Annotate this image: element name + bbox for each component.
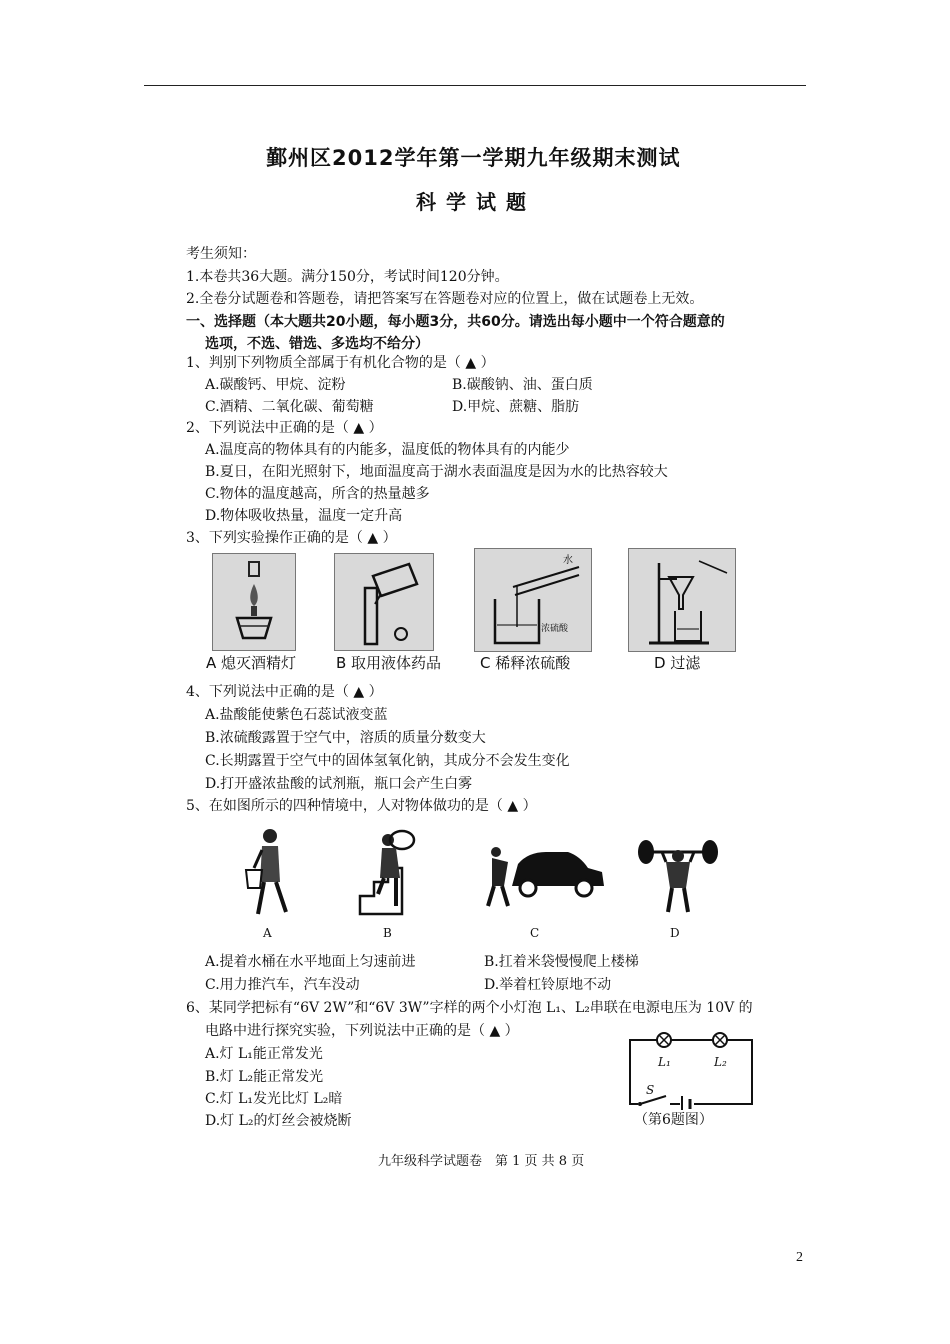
notice-item-2: 2.全卷分试题卷和答题卷，请把答案写在答题卷对应的位置上，做在试题卷上无效。 [186,291,704,307]
figure-dilute-acid [474,548,592,652]
q4-option-b: B.浓硫酸露置于空气中，溶质的质量分数变大 [205,730,486,746]
q6-option-c: C.灯 L₁发光比灯 L₂暗 [205,1091,343,1107]
q6-stem-line1: 6、某同学把标有“6V 2W”和“6V 3W”字样的两个小灯泡 L₁、L₂串联在电源电压为 10V 的 [186,1000,753,1016]
page-footer: 九年级科学试题卷 第 1 页 共 8 页 [378,1154,585,1169]
q5-option-a: A.提着水桶在水平地面上匀速前进 [205,954,416,970]
top-rule [144,85,806,86]
q5-option-c: C.用力推汽车，汽车没动 [205,977,360,993]
q5-fig-label-d: D [670,926,680,940]
q5-stem: 5、在如图所示的四种情境中，人对物体做功的是（ ▲ ） [186,798,537,814]
label-l1: L₁ [658,1055,671,1069]
q2-option-c: C.物体的温度越高，所含的热量越多 [205,486,430,502]
q1-option-a: A.碳酸钙、甲烷、淀粉 [205,377,346,393]
section-heading-cont: 选项，不选、错选、多选均不给分） [205,336,429,352]
q1-option-c: C.酒精、二氧化碳、葡萄糖 [205,399,374,415]
q5-option-b: B.扛着米袋慢慢爬上楼梯 [484,954,639,970]
q5-fig-label-c: C [530,926,540,940]
q3-caption-b: B 取用液体药品 [336,654,442,672]
figure-filtration [628,548,736,652]
q2-stem: 2、下列说法中正确的是（ ▲ ） [186,420,383,436]
figure-carry-bucket [244,826,294,922]
notice-item-1: 1.本卷共36大题。满分150分，考试时间120分钟。 [186,269,509,285]
q6-stem-line2: 电路中进行探究实验，下列说法中正确的是（ ▲ ） [205,1023,519,1039]
circuit-caption: （第6题图） [634,1112,713,1128]
q6-option-b: B.灯 L₂能正常发光 [205,1069,324,1085]
q6-option-a: A.灯 L₁能正常发光 [205,1046,323,1062]
q3-caption-d: D 过滤 [654,654,701,672]
notice-heading: 考生须知： [186,246,256,262]
q4-stem: 4、下列说法中正确的是（ ▲ ） [186,684,383,700]
q3-caption-a: A 熄灭酒精灯 [206,654,297,672]
label-l2: L₂ [714,1055,727,1069]
q3-caption-c: C 稀释浓硫酸 [480,654,571,672]
q4-option-d: D.打开盛浓盐酸的试剂瓶，瓶口会产生白雾 [205,776,473,792]
figure-push-car [484,842,606,910]
figure-liquid-pouring [334,553,434,651]
q1-stem: 1、判别下列物质全部属于有机化合物的是（ ▲ ） [186,355,495,371]
q5-fig-label-b: B [383,926,392,940]
figure-lift-barbell [636,834,720,914]
q2-option-d: D.物体吸收热量，温度一定升高 [205,508,403,524]
label-water: 水 [563,555,573,566]
label-conc-acid: 浓硫酸 [541,624,569,634]
exam-title: 鄞州区2012学年第一学期九年级期末测试 [266,146,681,170]
figure-alcohol-lamp [212,553,296,651]
circuit-diagram [620,1028,760,1110]
q2-option-a: A.温度高的物体具有的内能多，温度低的物体具有的内能少 [205,442,570,458]
q6-option-d: D.灯 L₂的灯丝会被烧断 [205,1113,352,1129]
figure-climb-stairs [356,826,418,918]
label-switch: S [646,1083,655,1097]
q4-option-c: C.长期露置于空气中的固体氢氧化钠，其成分不会发生变化 [205,753,570,769]
q1-option-b: B.碳酸钠、油、蛋白质 [452,377,593,393]
page-number: 2 [796,1250,803,1265]
section-heading: 一、选择题（本大题共20小题，每小题3分，共60分。请选出每小题中一个符合题意的 [186,314,725,330]
q4-option-a: A.盐酸能使紫色石蕊试液变蓝 [205,707,388,723]
q2-option-b: B.夏日，在阳光照射下，地面温度高于湖水表面温度是因为水的比热容较大 [205,464,668,480]
q5-fig-label-a: A [263,926,272,940]
q5-option-d: D.举着杠铃原地不动 [484,977,612,993]
q1-option-d: D.甲烷、蔗糖、脂肪 [452,399,580,415]
exam-subtitle: 科学试题 [416,190,536,214]
q3-stem: 3、下列实验操作正确的是（ ▲ ） [186,530,397,546]
